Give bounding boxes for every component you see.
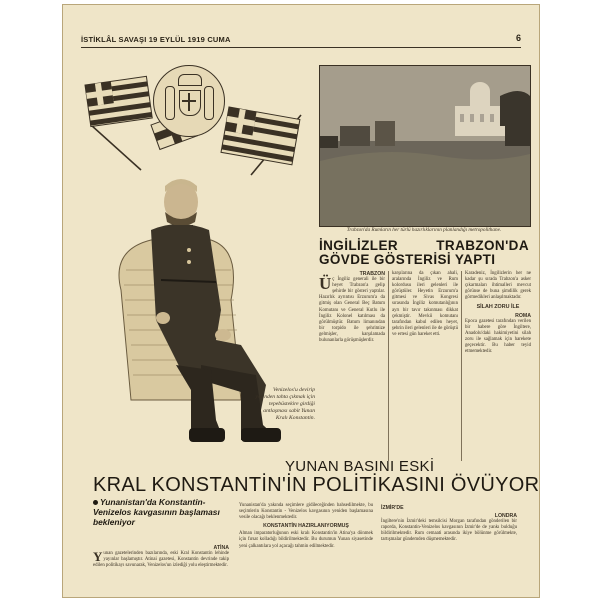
article-text: İngiltere'nin İzmir'deki temsilcisi Morgan tarafından gönderilen bir raporda, Konstantin-Venizelos kavgasının İzmir'de de yankı bulduğu bildirilmektedir. Rum cemaati arasında ikiye bölünme görülmekte, tartışmalar gündemden düşmemektedir. [381, 519, 517, 543]
masthead [81, 33, 521, 48]
dateline-atina: ATİNA [213, 545, 229, 551]
subheading-konstantin: KONSTANTİN HAZIRLANIYORMUŞ [263, 523, 349, 530]
page-number: 6 [515, 33, 521, 43]
yunan-headline-line2: KRAL KONSTANTİN'İN POLİTİKASINI ÖVÜYOR [93, 474, 540, 496]
trabzon-photo [319, 65, 531, 227]
dateline-trabzon: TRABZON [359, 271, 385, 277]
yunan-col-1 [93, 545, 229, 569]
trabzon-headline: İNGİLİZLER TRABZON'DA GÖVDE GÖSTERİSİ YAPTI [319, 238, 529, 267]
article-text: unan gazetelerinden bazılarında, eski Kral Konstantin lehinde yayınlar başlamıştır. Atinai gazetesi, Konstantin devrinde takip edilen politikayı savunarak, Venizelos'un izlediği yolu eleştirmektedir. [93, 551, 229, 569]
subheading-izmir: İZMİR'DE [381, 505, 404, 511]
trabzon-col-3 [465, 271, 531, 355]
trabzon-article [319, 271, 531, 461]
trabzon-col-2 [392, 271, 458, 338]
article-text: Karadeniz, İngilizlerin her ne kadar şu sırada Trabzon'a asker çıkarmaları ihtimalleri mevcut görünse de buna şimdilik gerek görmedikleri anlaşılmaktadır. [465, 271, 531, 301]
sidebar-kicker-text: Yunanistan'da Konstantin-Venizelos kavgasının başlaması bekleniyor [93, 497, 220, 527]
article-text: ç İngiliz generali ile bir heyet Trabzon'a gelip şehirde bir gösteri yaptılar. Hazırlık ayrıntısı Erzurum'a da gitmiş olan General Beç Batum Komutanı ve General Kutlu ile İngiliz Kolonel katılması da görülmüştür. Batum limanından bir torpido ile şehrimize gelmişler, karşılamada bulunanlarla görüşmüşlerdir. [319, 277, 385, 344]
masthead-date: İSTİKLÂL SAVAŞI 19 EYLÜL 1919 CUMA [81, 35, 231, 44]
article-text: Yunanistan'da yakında seçimlere gidileceğinden bahsedilmekte, bu seçimlerin Konstantin - Venizelos kavgasının yeniden başlamasına vesile olacağı beklenmektedir. [239, 503, 373, 521]
article-text: Alman imparatorluğunun eski kralı Konstantin'in Atina'ya dönmek için fırsat kolladığı bildirilmektedir. Bu durumun Yunan siyasetinde yeni çalkantılara yol açacağı tahmin edilmektedir. [239, 531, 373, 549]
royal-crest-icon [153, 65, 225, 137]
dateline-roma: ROMA [515, 312, 531, 319]
yunan-col-3 [381, 503, 517, 544]
yunan-headline-line1: YUNAN BASINI ESKİ [285, 458, 435, 475]
dropcap: Y [93, 549, 103, 565]
yunan-col-2 [239, 503, 373, 550]
bullet-icon [93, 500, 98, 505]
trabzon-col-1 [319, 271, 385, 344]
dropcap: Ü [319, 274, 332, 294]
subheading-silah: SİLAH ZORU İLE [476, 304, 520, 311]
article-text: Epoca gazetesi tarafından verilen bir habere göre İngiltere, Anadolu'daki hakimiyetini silah zoru ile sağlamak için harekete geçecektir. Bu haber teyid etmemektedir. [465, 318, 531, 355]
newspaper-page [62, 4, 540, 598]
sidebar-kicker [93, 497, 233, 527]
trabzon-photo-caption: Trabzon'da Rumların her türlü hazırlıklarının planlandığı metropolithane. [346, 227, 502, 233]
article-text: karşılarına da çıkan ahali, aralarında İngiliz ve Rum kolordusu ileri gelenleri ile görüştüler. Heyetin Erzurum'a gitmesi ve Sivas Kongresi sırasında İngiliz komutanlığının ayrı bir tavır takınması dikkat çekmiştir. Mevkii komutanı tarafından kabul edilen heyet, şehrin ileri gelenleri ile de görüştü ve ertesi gün hareket etti. [392, 271, 458, 337]
portrait-caption: Venizelos'u devirip yerinden tahta çıkmak için tepebüstekire girdiği antlaşması sabit Yunan Kralı Konstantin. [255, 387, 315, 421]
dateline-londra: LONDRA [494, 513, 517, 520]
